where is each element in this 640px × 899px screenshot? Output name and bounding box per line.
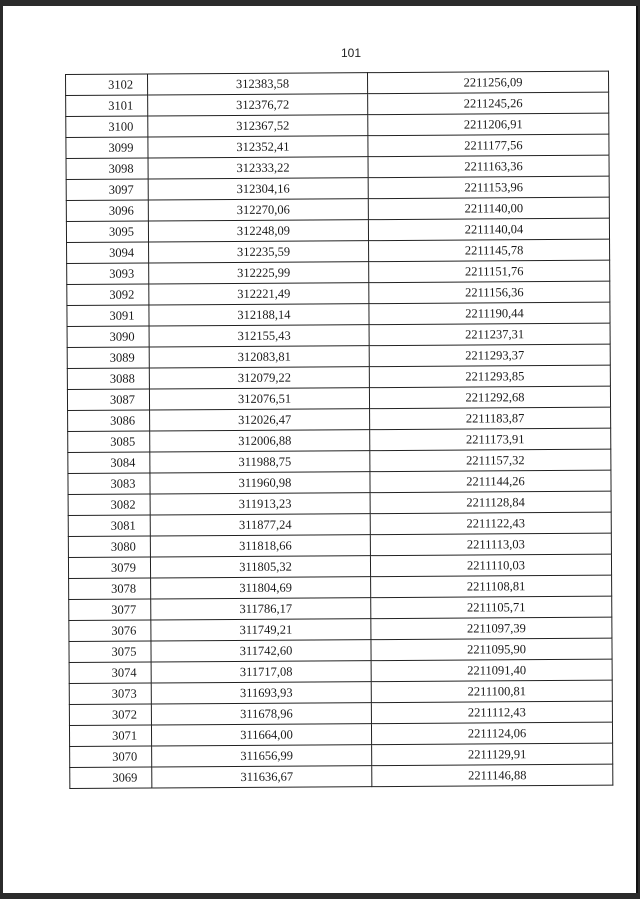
x-coordinate-cell: 312352,41 — [148, 136, 368, 158]
y-coordinate-cell: 2211129,91 — [372, 743, 613, 765]
page-number: 101 — [341, 46, 362, 60]
point-number-cell: 3097 — [66, 179, 148, 201]
y-coordinate-cell: 2211145,78 — [369, 239, 610, 261]
point-number-cell: 3093 — [67, 263, 149, 285]
point-number-cell: 3101 — [66, 95, 148, 117]
x-coordinate-cell: 312221,49 — [149, 283, 369, 305]
point-number-cell: 3089 — [67, 347, 149, 369]
y-coordinate-cell: 2211100,81 — [371, 680, 612, 702]
x-coordinate-cell: 312079,22 — [149, 367, 369, 389]
coordinates-table — [65, 71, 613, 789]
y-coordinate-cell: 2211113,03 — [370, 533, 611, 555]
point-number-cell: 3069 — [70, 767, 152, 789]
y-coordinate-cell: 2211112,43 — [371, 701, 612, 723]
x-coordinate-cell: 312333,22 — [148, 157, 368, 179]
y-coordinate-cell: 2211177,56 — [368, 134, 609, 156]
y-coordinate-cell: 2211156,36 — [369, 281, 610, 303]
x-coordinate-cell: 312248,09 — [148, 220, 368, 242]
x-coordinate-cell: 312188,14 — [149, 304, 369, 326]
y-coordinate-cell: 2211183,87 — [370, 407, 611, 429]
point-number-cell: 3098 — [66, 158, 148, 180]
y-coordinate-cell: 2211256,09 — [367, 71, 608, 93]
y-coordinate-cell: 2211157,32 — [370, 449, 611, 471]
x-coordinate-cell: 312367,52 — [148, 115, 368, 137]
point-number-cell: 3076 — [69, 620, 151, 642]
x-coordinate-cell: 312225,99 — [149, 262, 369, 284]
x-coordinate-cell: 312076,51 — [149, 388, 369, 410]
y-coordinate-cell: 2211173,91 — [370, 428, 611, 450]
y-coordinate-cell: 2211105,71 — [371, 596, 612, 618]
point-number-cell: 3086 — [68, 410, 150, 432]
x-coordinate-cell: 311656,99 — [152, 745, 372, 767]
y-coordinate-cell: 2211293,85 — [369, 365, 610, 387]
x-coordinate-cell: 311786,17 — [151, 598, 371, 620]
y-coordinate-cell: 2211095,90 — [371, 638, 612, 660]
point-number-cell: 3094 — [67, 242, 149, 264]
point-number-cell: 3092 — [67, 284, 149, 306]
point-number-cell: 3079 — [68, 557, 150, 579]
point-number-cell: 3078 — [69, 578, 151, 600]
point-number-cell: 3091 — [67, 305, 149, 327]
y-coordinate-cell: 2211140,00 — [368, 197, 609, 219]
x-coordinate-cell: 311818,66 — [150, 535, 370, 557]
x-coordinate-cell: 312383,58 — [148, 73, 368, 95]
x-coordinate-cell: 312083,81 — [149, 346, 369, 368]
point-number-cell: 3075 — [69, 641, 151, 663]
y-coordinate-cell: 2211144,26 — [370, 470, 611, 492]
x-coordinate-cell: 311664,00 — [151, 724, 371, 746]
x-coordinate-cell: 312235,59 — [149, 241, 369, 263]
y-coordinate-cell: 2211146,88 — [372, 764, 613, 786]
y-coordinate-cell: 2211153,96 — [368, 176, 609, 198]
x-coordinate-cell: 312026,47 — [150, 409, 370, 431]
document-page — [3, 6, 638, 893]
y-coordinate-cell: 2211151,76 — [369, 260, 610, 282]
x-coordinate-cell: 312270,06 — [148, 199, 368, 221]
y-coordinate-cell: 2211091,40 — [371, 659, 612, 681]
point-number-cell: 3100 — [66, 116, 148, 138]
x-coordinate-cell: 312155,43 — [149, 325, 369, 347]
point-number-cell: 3102 — [66, 74, 148, 96]
x-coordinate-cell: 311636,67 — [152, 766, 372, 788]
point-number-cell: 3072 — [69, 704, 151, 726]
y-coordinate-cell: 2211190,44 — [369, 302, 610, 324]
point-number-cell: 3081 — [68, 515, 150, 537]
point-number-cell: 3080 — [68, 536, 150, 558]
table-row — [70, 764, 613, 788]
point-number-cell: 3073 — [69, 683, 151, 705]
point-number-cell: 3088 — [67, 368, 149, 390]
point-number-cell: 3096 — [66, 200, 148, 222]
point-number-cell: 3084 — [68, 452, 150, 474]
x-coordinate-cell: 311678,96 — [151, 703, 371, 725]
point-number-cell: 3074 — [69, 662, 151, 684]
point-number-cell: 3070 — [70, 746, 152, 768]
point-number-cell: 3095 — [66, 221, 148, 243]
y-coordinate-cell: 2211292,68 — [369, 386, 610, 408]
x-coordinate-cell: 311693,93 — [151, 682, 371, 704]
y-coordinate-cell: 2211245,26 — [368, 92, 609, 114]
y-coordinate-cell: 2211293,37 — [369, 344, 610, 366]
x-coordinate-cell: 311804,69 — [151, 577, 371, 599]
y-coordinate-cell: 2211128,84 — [370, 491, 611, 513]
x-coordinate-cell: 312304,16 — [148, 178, 368, 200]
point-number-cell: 3082 — [68, 494, 150, 516]
x-coordinate-cell: 311877,24 — [150, 514, 370, 536]
y-coordinate-cell: 2211237,31 — [369, 323, 610, 345]
x-coordinate-cell: 311749,21 — [151, 619, 371, 641]
x-coordinate-cell: 311742,60 — [151, 640, 371, 662]
y-coordinate-cell: 2211140,04 — [368, 218, 609, 240]
x-coordinate-cell: 311988,75 — [150, 451, 370, 473]
coordinates-table-body — [66, 71, 613, 788]
x-coordinate-cell: 311805,32 — [150, 556, 370, 578]
x-coordinate-cell: 312006,88 — [150, 430, 370, 452]
x-coordinate-cell: 312376,72 — [148, 94, 368, 116]
x-coordinate-cell: 311913,23 — [150, 493, 370, 515]
y-coordinate-cell: 2211163,36 — [368, 155, 609, 177]
point-number-cell: 3083 — [68, 473, 150, 495]
point-number-cell: 3099 — [66, 137, 148, 159]
point-number-cell: 3087 — [67, 389, 149, 411]
y-coordinate-cell: 2211108,81 — [371, 575, 612, 597]
y-coordinate-cell: 2211124,06 — [371, 722, 612, 744]
y-coordinate-cell: 2211206,91 — [368, 113, 609, 135]
y-coordinate-cell: 2211122,43 — [370, 512, 611, 534]
y-coordinate-cell: 2211097,39 — [371, 617, 612, 639]
y-coordinate-cell: 2211110,03 — [370, 554, 611, 576]
point-number-cell: 3085 — [68, 431, 150, 453]
point-number-cell: 3071 — [69, 725, 151, 747]
x-coordinate-cell: 311717,08 — [151, 661, 371, 683]
point-number-cell: 3077 — [69, 599, 151, 621]
point-number-cell: 3090 — [67, 326, 149, 348]
x-coordinate-cell: 311960,98 — [150, 472, 370, 494]
